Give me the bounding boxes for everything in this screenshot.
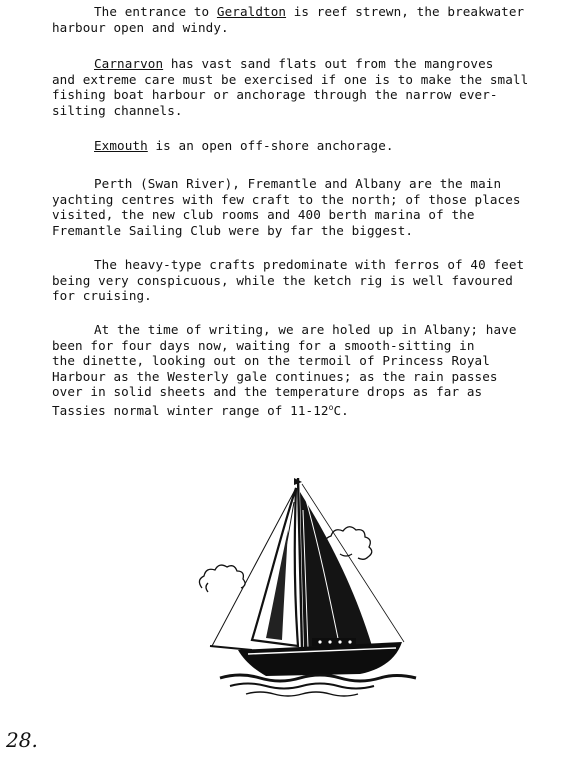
paragraph-heavy-type-crafts	[52, 257, 572, 304]
place-name-geraldton: Geraldton	[216, 4, 287, 19]
text-line: yachting centres with few craft to the north; of those places	[52, 191, 521, 207]
paragraph-exmouth	[52, 138, 572, 154]
text-line: for cruising.	[52, 288, 152, 303]
paragraph-geraldton	[52, 4, 572, 35]
page-number: 28.	[6, 728, 38, 752]
text-line: over in solid sheets and the temperature drops as far as	[52, 384, 483, 399]
text-line: Tassies normal winter range of 11-12$^o$C.	[52, 402, 349, 418]
text-line: being very conspicuous, while the ketch rig is well favoured	[52, 272, 513, 288]
text-line: silting channels.	[52, 102, 183, 118]
text-line: been for four days now, waiting for a smooth-sitting in	[52, 337, 475, 353]
text-line: Harbour as the Westerly gale continues; as the rain passes	[52, 368, 498, 384]
cloud-left-icon	[199, 565, 245, 592]
text-line: the dinette, looking out on the termoil of Princess Royal	[52, 353, 490, 368]
water-waves	[220, 675, 416, 696]
text-line: fishing boat harbour or anchorage through the narrow ever-	[52, 87, 498, 102]
hull	[238, 642, 402, 676]
degree-symbol: o	[328, 402, 334, 412]
text-line: Fremantle Sailing Club were by far the biggest.	[52, 222, 414, 238]
text-line: Carnarvon has vast sand flats out from the mangroves	[94, 56, 494, 71]
paragraph-albany	[52, 322, 572, 418]
text-line: Perth (Swan River), Fremantle and Albany are the main	[94, 176, 502, 191]
text-line: At the time of writing, we are holed up in Albany; have	[94, 322, 517, 337]
bowsprit	[210, 646, 252, 650]
text-line: The entrance to Geraldton is reef strewn, the breakwater	[94, 4, 525, 19]
place-name-carnarvon: Carnarvon	[94, 56, 164, 71]
place-name-exmouth: Exmouth	[94, 138, 148, 153]
paragraph-carnarvon	[52, 56, 572, 118]
text-line: and extreme care must be exercised if one is to make the small	[52, 71, 529, 87]
text-line: harbour open and windy.	[52, 19, 229, 35]
text-line: visited, the new club rooms and 400 berth marina of the	[52, 207, 475, 222]
text-line: Exmouth is an open off-shore anchorage.	[94, 138, 394, 153]
paragraph-perth	[52, 176, 572, 238]
text-line: The heavy-type crafts predominate with ferros of 40 feet	[94, 257, 525, 272]
sailboat-illustration	[190, 470, 450, 710]
